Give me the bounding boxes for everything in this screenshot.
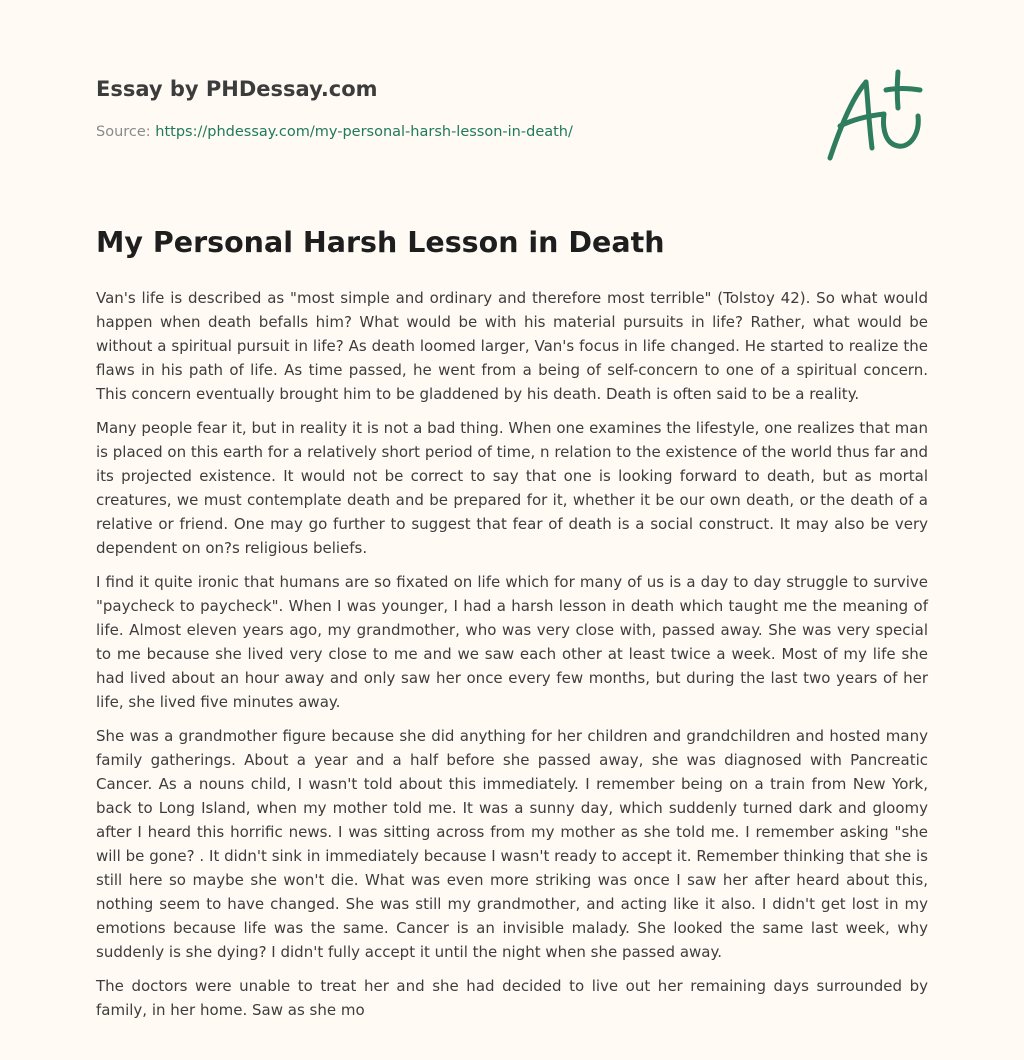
essay-paragraph: Van's life is described as "most simple and ordinary and therefore most terrible" (Tolstoy 42). So what would happen when death befalls him? What would be with his material pursuits in life? Rather, what would be without a spiritual pursuit in life? As death loomed larger, Van's focus in life changed. He started to realize the flaws in his path of life. As time passed, he went from a being of self-concern to one of a spiritual concern. This concern eventually brought him to be gladdened by his death. Death is often said to be a reality.: [96, 289, 928, 403]
a-plus-grade-icon: [826, 68, 926, 164]
essay-paragraph: Many people fear it, but in reality it is not a bad thing. When one examines the lifestyle, one realizes that man is placed on this earth for a relatively short period of time, n relation to the existence of the world thus far and its projected existence. It would not be correct to say that one is looking forward to death, but as mortal creatures, we must contemplate death and be prepared for it, whether it be our own death, or the death of a relative or friend. One may go further to suggest that fear of death is a social construct. It may also be very dependent on on?s religious beliefs.: [96, 419, 928, 557]
essay-paragraph: I find it quite ironic that humans are so fixated on life which for many of us is a day to day struggle to survive "paycheck to paycheck". When I was younger, I had a harsh lesson in death which taught me the meaning of life. Almost eleven years ago, my grandmother, who was very close with, passed away. She was very special to me because she lived very close to me and we saw each other at least twice a week. Most of my life she had lived about an hour away and only saw her once every few months, but during the last two years of her life, she lived five minutes away.: [96, 573, 928, 711]
site-title: Essay by PHDessay.com: [96, 77, 378, 101]
essay-body: [96, 286, 928, 1032]
essay-title: My Personal Harsh Lesson in Death: [96, 226, 665, 259]
essay-paragraph: The doctors were unable to treat her and she had decided to live out her remaining days surrounded by family, in her home. Saw as she mo: [96, 977, 928, 1019]
source-line: [96, 124, 573, 140]
essay-paragraph: She was a grandmother figure because she did anything for her children and grandchildren and hosted many family gatherings. About a year and a half before she passed away, she was diagnosed with Pancreatic Cancer. As a nouns child, I wasn't told about this immediately. I remember being on a train from New York, back to Long Island, when my mother told me. It was a sunny day, which suddenly turned dark and gloomy after I heard this horrific news. I was sitting across from my mother as she told me. I remember asking "she will be gone? . It didn't sink in immediately because I wasn't ready to accept it. Remember thinking that she is still here so maybe she won't die. What was even more striking was once I saw her after heard about this, nothing seem to have changed. She was still my grandmother, and acting like it also. I didn't get lost in my emotions because life was the same. Cancer is an invisible malady. She looked the same last week, why suddenly is she dying? I didn't fully accept it until the night when she passed away.: [96, 727, 928, 961]
source-link[interactable]: https://phdessay.com/my-personal-harsh-lesson-in-death/: [155, 124, 573, 140]
source-label: Source:: [96, 124, 156, 140]
